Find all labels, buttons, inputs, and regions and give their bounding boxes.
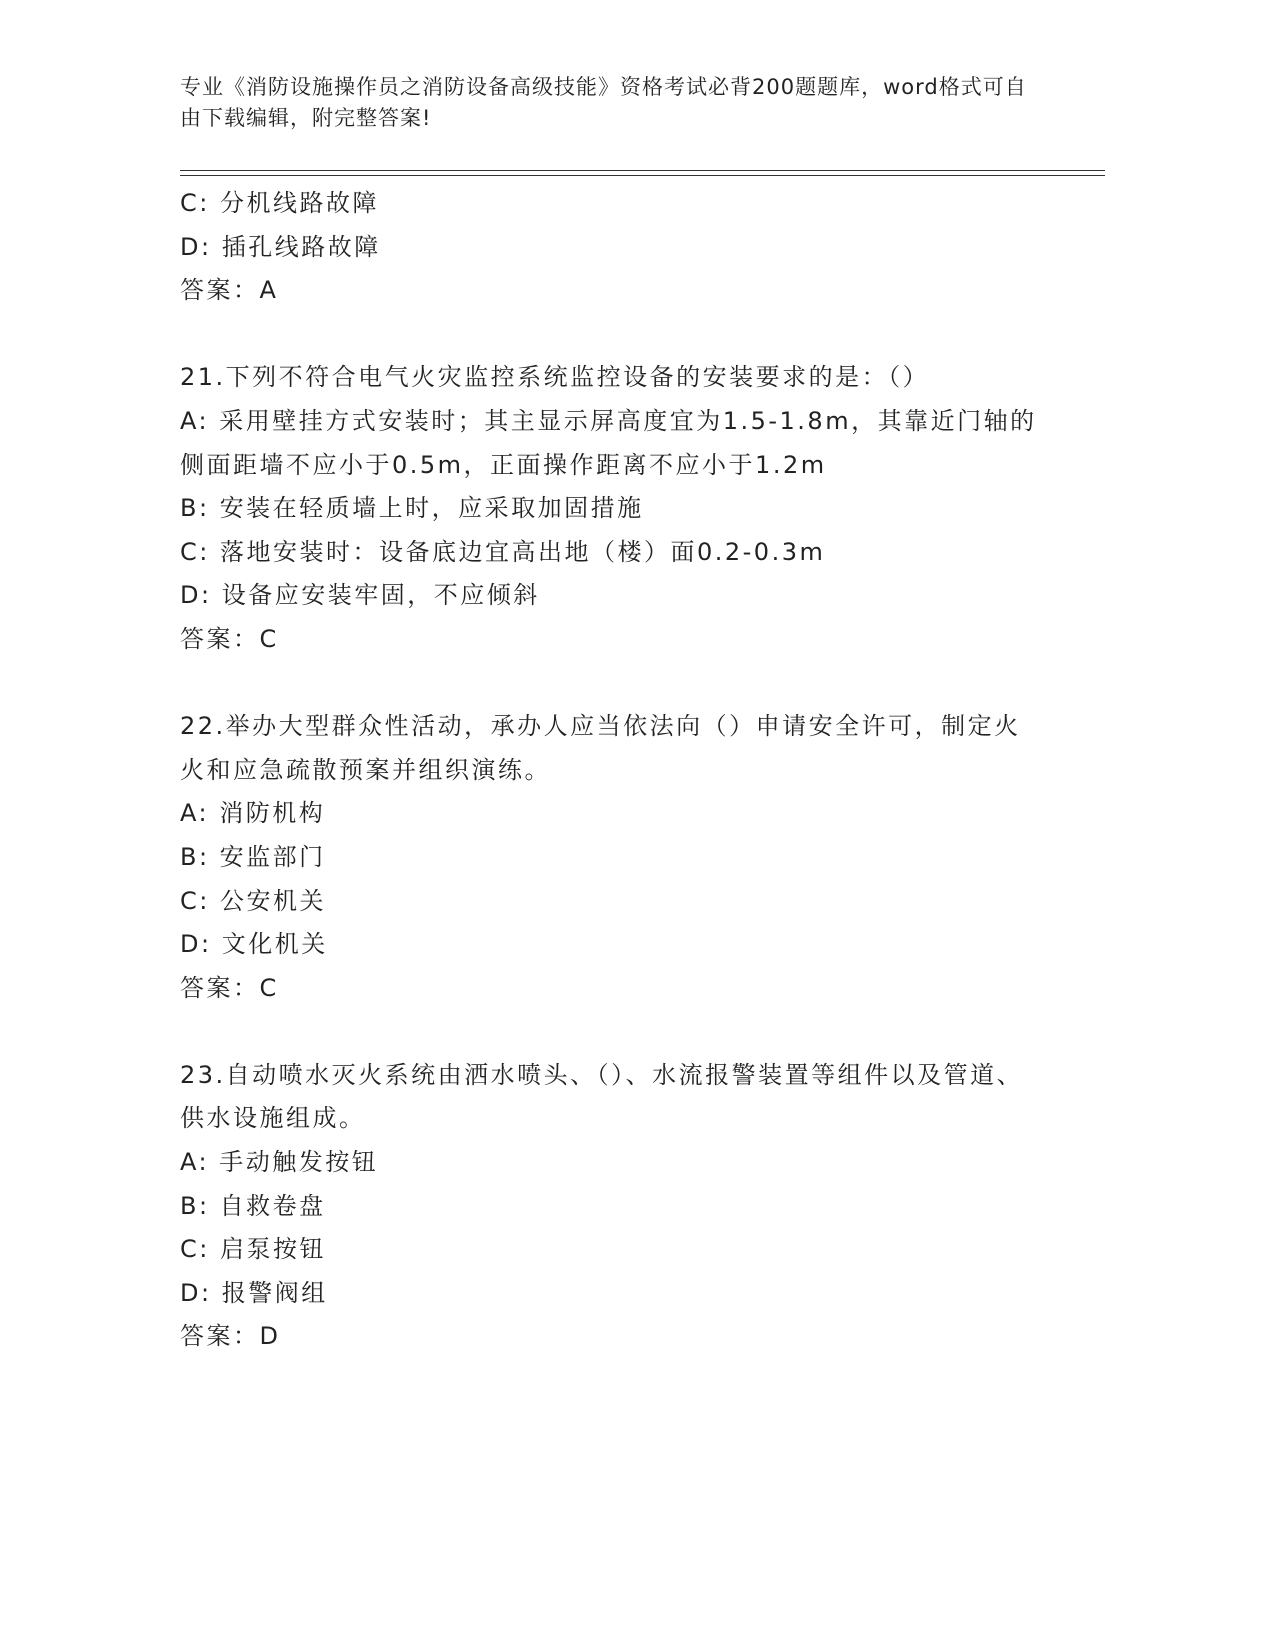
spacer — [180, 313, 1040, 357]
carryover-question — [180, 182, 1040, 313]
option-a: A: 消防机构 — [180, 799, 326, 828]
option-d: D: 文化机关 — [180, 930, 328, 959]
question-stem: 22.举办大型群众性活动，承办人应当依法向（）申请安全许可，制定火火和应急疏散预案并组织演练。 — [180, 712, 1021, 784]
spacer — [180, 1010, 1040, 1054]
answer: 答案：C — [180, 624, 279, 653]
question-stem: 21.下列不符合电气火灾监控系统监控设备的安装要求的是：（） — [180, 363, 930, 392]
option-c: C: 公安机关 — [180, 886, 326, 915]
option-b: B: 安装在轻质墙上时，应采取加固措施 — [180, 494, 644, 523]
question-list — [180, 182, 1040, 1359]
option-d: D: 报警阀组 — [180, 1278, 328, 1307]
option-a: A: 手动触发按钮 — [180, 1148, 379, 1177]
option-d: D: 设备应安装牢固，不应倾斜 — [180, 581, 540, 610]
option-a: A: 采用壁挂方式安装时；其主显示屏高度宜为1.5-1.8m，其靠近门轴的侧面距墙不应小于0.5m，正面操作距离不应小于1.2m — [180, 406, 1037, 479]
header-divider-top — [180, 170, 1105, 171]
header-divider-bottom — [180, 175, 1105, 176]
document-header — [180, 72, 1040, 134]
spacer — [180, 662, 1040, 706]
question-22 — [180, 705, 1040, 1010]
option-c: C: 落地安装时：设备底边宜高出地（楼）面0.2-0.3m — [180, 537, 826, 566]
option-c: C: 分机线路故障 — [180, 189, 379, 217]
answer: 答案：A — [180, 276, 279, 305]
question-23 — [180, 1054, 1040, 1359]
option-c: C: 启泵按钮 — [180, 1235, 326, 1264]
answer: 答案：C — [180, 973, 279, 1002]
question-stem: 23.自动喷水灭火系统由洒水喷头、（）、水流报警装置等组件以及管道、供水设施组成。 — [180, 1060, 1024, 1133]
option-b: B: 安监部门 — [180, 842, 326, 871]
option-d: D: 插孔线路故障 — [180, 232, 381, 261]
option-b: B: 自救卷盘 — [180, 1191, 326, 1220]
question-21 — [180, 356, 1040, 661]
header-text: 专业《消防设施操作员之消防设备高级技能》资格考试必背200题题库，word格式可自由下载编辑，附完整答案! — [180, 75, 1027, 130]
answer: 答案：D — [180, 1322, 281, 1351]
